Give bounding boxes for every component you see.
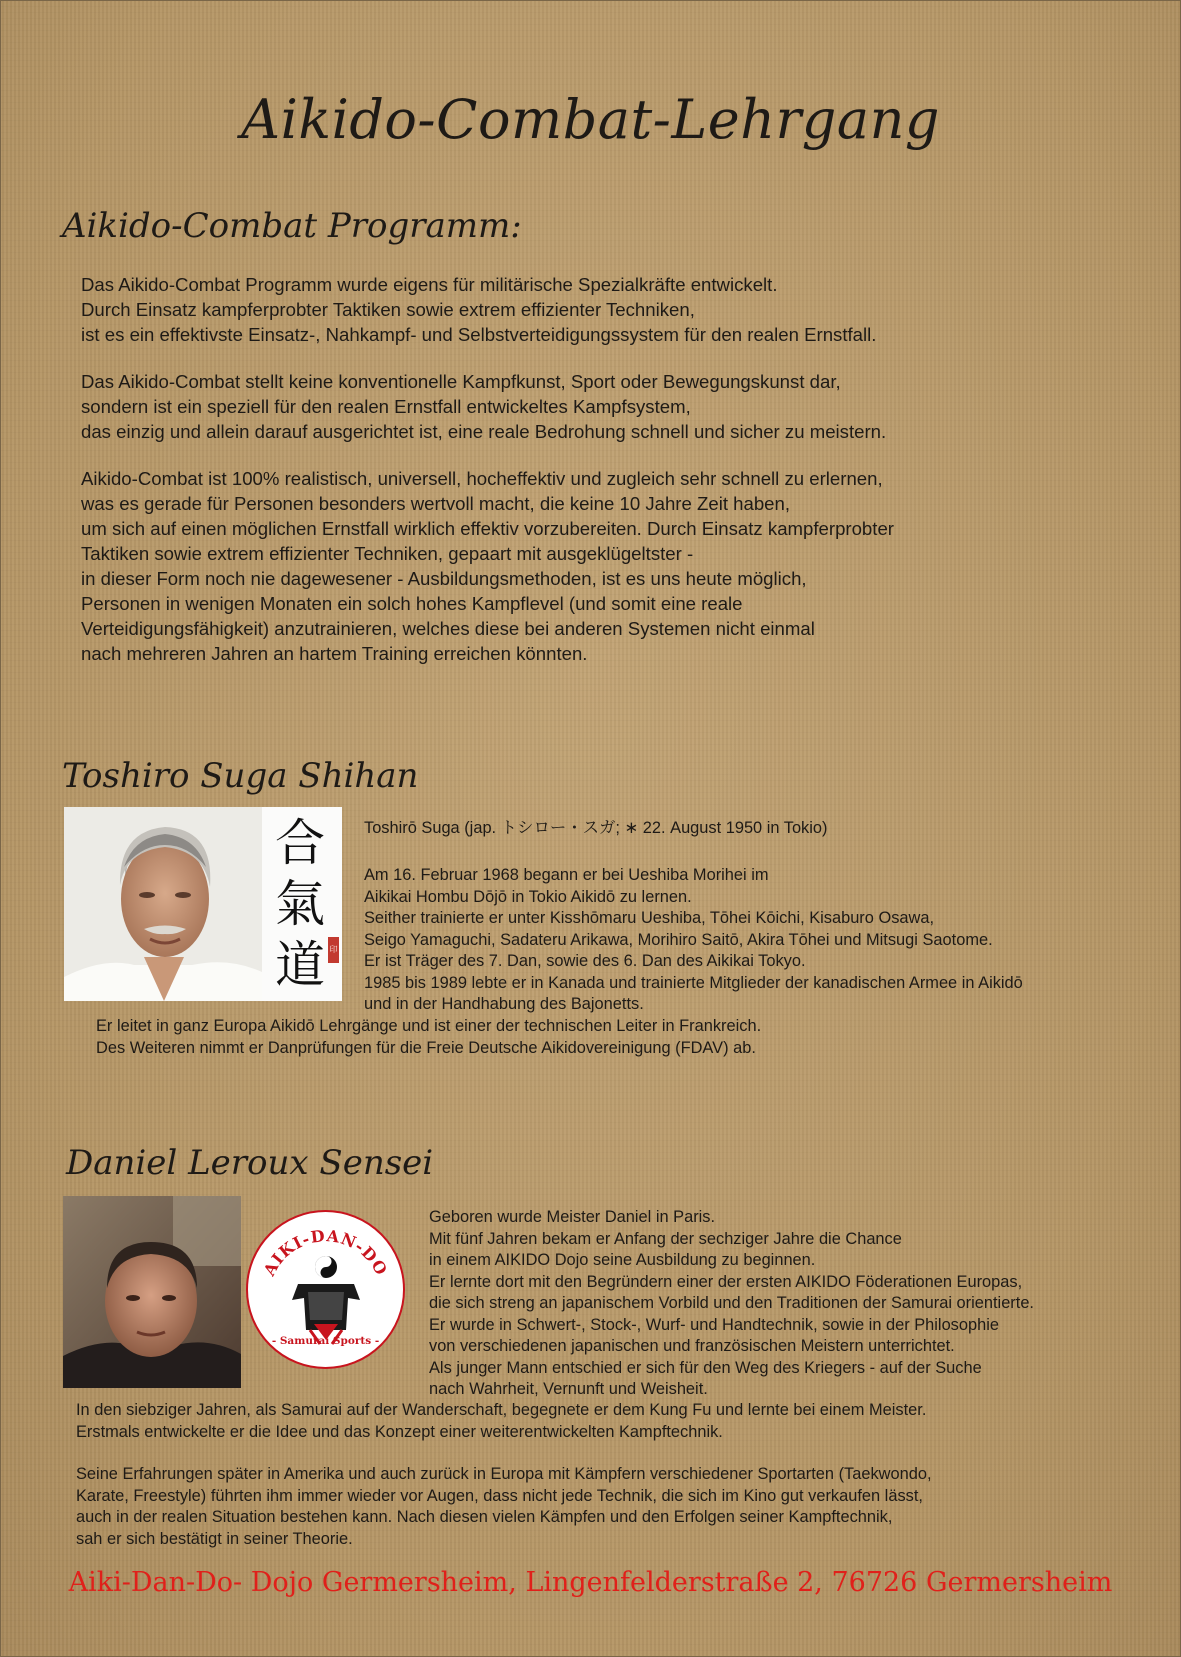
logo-top-text: AIKI-DAN-DO xyxy=(259,1226,392,1279)
leroux-heading: Daniel Leroux Sensei xyxy=(66,1143,434,1183)
program-paragraph-2: Das Aikido-Combat stellt keine konventionelle Kampfkunst, Sport oder Bewegungskunst dar, sondern ist ein speziell für den realen Ernstfall entwickeltes Kampfsystem, das einzig und allein darauf ausgerichtet ist, eine reale Bedrohung schnell und sicher zu meistern. xyxy=(81,371,887,442)
leroux-bio-full-2: Seine Erfahrungen später in Amerika und auch zurück in Europa mit Kämpfern verschiedener Sportarten (Taekwondo, Karate, Freestyle) führten ihm immer wieder vor Augen, dass nicht jede Technik, die sich im Kino gut verkaufen lässt, auch in der realen Situation bestehen kann. Nach diesen vielen Kämpfen und den Erfolgen seiner Kampftechnik, sah er sich bestätigt in seiner Theorie. xyxy=(76,1465,932,1548)
suga-portrait-photo xyxy=(64,807,262,1001)
suga-bio-side-text: Am 16. Februar 1968 begann er bei Ueshiba Morihei im Aikikai Hombu Dōjō in Tokio Aikidō zu lernen. Seither trainierte er unter Kisshōmaru Ueshiba, Tōhei Kōichi, Kisaburo Osawa, Seigo Yamaguchi, Sadateru Arikawa, Morihiro Saitō, Akira Tōhei und Mitsugi Saotome. Er ist Träger des 7. Dan, sowie des 6. Dan des Aikikai Tokyo. 1985 bis 1989 lebte er in Kanada und trainierte Mitglieder der kanadischen Armee in Aikidō und in der Handhabung des Bajonetts. xyxy=(364,866,1023,1013)
program-heading: Aikido-Combat Programm: xyxy=(62,206,522,246)
leroux-bio-full xyxy=(76,1400,932,1550)
program-paragraph-3: Aikido-Combat ist 100% realistisch, universell, hocheffektiv und zugleich sehr schnell zu erlernen, was es gerade für Personen besonders wertvoll macht, die keine 10 Jahre Zeit haben, um sich auf einen möglichen Ernstfall wirklich effektiv vorzubereiten. Durch Einsatz kampferprobter Taktiken sowie extrem effizienter Techniken, gepaart mit ausgeklügeltster - in dieser Form noch nie dagewesener - Ausbildungsmethoden, ist es uns heute möglich, Personen in wenigen Monaten ein solch hohes Kampflevel (und somit eine reale Verteidigungsfähigkeit) anzutrainieren, welches diese bei anderen Systemen nicht einmal nach mehreren Jahren an hartem Training erreichen könnten. xyxy=(81,468,894,664)
suga-intro: Toshirō Suga (jap. トシロー・スガ; ∗ 22. August 1950 in Tokio) xyxy=(364,819,828,837)
aikido-calligraphy-scroll xyxy=(262,807,342,1001)
dojo-address-footer: Aiki-Dan-Do- Dojo Germersheim, Lingenfelderstraße 2, 76726 Germersheim xyxy=(68,1567,1113,1598)
calligraphy-char-ki: 氣 xyxy=(275,875,325,933)
program-text xyxy=(81,272,894,666)
leroux-portrait-photo xyxy=(63,1196,241,1388)
leroux-bio-side xyxy=(429,1207,1034,1401)
calligraphy-char-do: 道 xyxy=(275,936,325,994)
leroux-bio-full-1: In den siebziger Jahren, als Samurai auf der Wanderschaft, begegnete er dem Kung Fu und lernte bei einem Meister. Erstmals entwickelte er die Idee und das Konzept einer weiterentwickelten Kampftechnik. xyxy=(76,1401,927,1441)
red-seal-stamp: 印 xyxy=(328,937,339,963)
calligraphy-char-ai: 合 xyxy=(275,814,325,872)
suga-bio-full-text: Er leitet in ganz Europa Aikidō Lehrgänge und ist einer der technischen Leiter in Frankreich. Des Weiteren nimmt er Danprüfungen für die Freie Deutsche Aikidovereinigung (FDAV) ab. xyxy=(96,1017,762,1057)
suga-bio-full xyxy=(96,1016,761,1059)
suga-bio-side xyxy=(364,865,1023,1016)
logo-bottom-text: - Samurai Sports - xyxy=(271,1335,380,1347)
page-title: Aikido-Combat-Lehrgang xyxy=(241,88,940,151)
program-paragraph-1: Das Aikido-Combat Programm wurde eigens für militärische Spezialkräfte entwickelt. Durch Einsatz kampferprobter Taktiken sowie extrem effizienter Techniken, ist es ein effektivste Einsatz-, Nahkampf- und Selbstverteidigungssystem für den realen Ernstfall. xyxy=(81,274,877,345)
leroux-bio-side-text: Geboren wurde Meister Daniel in Paris. Mit fünf Jahren bekam er Anfang der sechziger Jahre die Chance in einem AIKIDO Dojo seine Ausbildung zu beginnen. Er lernte dort mit den Begründern einer der ersten AIKIDO Föderationen Europas, die sich streng an japanischem Vorbild und den Traditionen der Samurai orientierte. Er wurde in Schwert-, Stock-, Wurf- und Handtechnik, sowie in der Philosophie von verschiedenen japanischen und französischen Meistern unterrichtet. Als junger Mann entschied er sich für den Weg des Kriegers - auf der Suche nach Wahrheit, Vernunft und Weisheit. xyxy=(429,1208,1034,1398)
aiki-dan-do-logo xyxy=(246,1210,405,1369)
suga-heading: Toshiro Suga Shihan xyxy=(62,756,419,796)
